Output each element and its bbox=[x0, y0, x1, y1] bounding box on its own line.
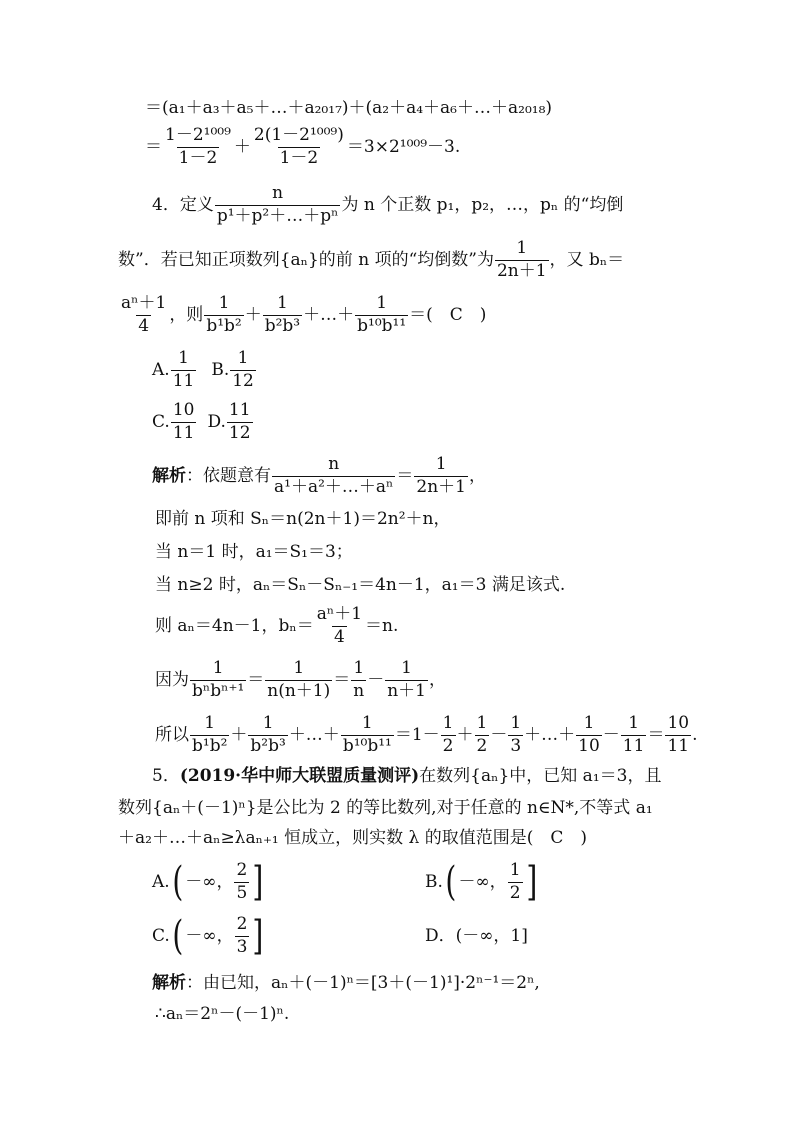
definition-fraction bbox=[215, 185, 341, 226]
option-a-label: A. bbox=[152, 871, 170, 892]
punctuation: ， bbox=[468, 465, 486, 486]
solution-text: 则 aₙ＝4n－1，bₙ＝ bbox=[155, 615, 314, 636]
numerator: 11 bbox=[228, 400, 251, 420]
problem-4-line-3 bbox=[118, 295, 486, 336]
numerator: 1 bbox=[212, 658, 224, 678]
option-d-label: D. bbox=[207, 411, 226, 432]
solution-text: 当 n≥2 时，aₙ＝Sₙ－Sₙ₋₁＝4n－1，a₁＝3 满足该式. bbox=[155, 575, 566, 595]
option-b-label: B. bbox=[425, 871, 443, 892]
option-d-value bbox=[227, 402, 253, 443]
problem-text: ，则 bbox=[169, 304, 204, 325]
fraction bbox=[508, 715, 523, 756]
fraction bbox=[119, 295, 168, 336]
denominator: 2n＋1 bbox=[416, 476, 466, 497]
fraction bbox=[235, 916, 250, 957]
eq-sign: ＝ bbox=[247, 669, 265, 690]
numerator: 1 bbox=[628, 713, 640, 733]
denominator: p¹＋p²＋…＋pⁿ bbox=[216, 205, 339, 226]
fraction bbox=[341, 715, 394, 756]
fraction bbox=[248, 715, 287, 756]
denominator: 4 bbox=[333, 626, 345, 647]
minus-sign: － bbox=[367, 669, 385, 690]
denominator: n(n＋1) bbox=[267, 680, 331, 701]
left-paren: ( bbox=[445, 859, 457, 906]
solution-4-line-4 bbox=[155, 577, 565, 594]
denominator: 2 bbox=[442, 735, 454, 756]
problem-text: 数列{aₙ＋(－1)ⁿ}是公比为 2 的等比数列,对于任意的 n∈N*,不等式 a₁ bbox=[118, 798, 653, 818]
denominator: a¹＋a²＋…＋aⁿ bbox=[274, 476, 394, 497]
problem-5-line-2 bbox=[118, 800, 653, 817]
denominator: 12 bbox=[228, 422, 251, 443]
fraction bbox=[190, 715, 229, 756]
option-d-text: D．(－∞，1] bbox=[425, 926, 528, 946]
plus-sign: ＋ bbox=[233, 136, 251, 157]
problem-number: 4．定义 bbox=[152, 194, 214, 215]
denominator: 11 bbox=[172, 370, 195, 391]
result-text: ＝3×2¹⁰⁰⁹－3. bbox=[346, 136, 461, 157]
option-text: －∞， bbox=[185, 871, 234, 892]
fraction bbox=[475, 715, 490, 756]
numerator: 1 bbox=[178, 348, 189, 368]
denominator: b¹⁰b¹¹ bbox=[357, 315, 407, 336]
solution-text: 即前 n 项和 Sₙ＝n(2n＋1)＝2n²＋n， bbox=[155, 509, 451, 529]
plus-sign: ＋…＋ bbox=[524, 724, 576, 745]
denominator: 5 bbox=[236, 882, 248, 903]
numerator: n bbox=[272, 183, 284, 203]
plus-sign: ＋ bbox=[230, 724, 248, 745]
solution-5-line-2 bbox=[155, 1006, 289, 1023]
numerator: 1 bbox=[509, 860, 521, 880]
definition-text: 为 n 个正数 p₁，p₂，…，pₙ 的“均倒 bbox=[341, 194, 624, 215]
problem-4-line-1 bbox=[152, 185, 623, 226]
fraction bbox=[508, 862, 523, 903]
solution-label: 解析 bbox=[152, 465, 186, 486]
problem-4-line-2 bbox=[118, 240, 624, 281]
denominator: b¹b² bbox=[206, 315, 242, 336]
problem-number: 5． bbox=[152, 766, 180, 786]
numerator: 1 bbox=[510, 713, 522, 733]
denominator: b²b³ bbox=[250, 735, 286, 756]
fraction bbox=[163, 127, 233, 168]
denominator: 2 bbox=[509, 882, 521, 903]
numerator: aⁿ＋1 bbox=[121, 293, 167, 313]
answer-text: ＝( C ) bbox=[409, 304, 487, 325]
denominator: 2 bbox=[476, 735, 488, 756]
problem-5-line-3 bbox=[118, 830, 587, 847]
plus-sign: ＋ bbox=[456, 724, 474, 745]
fraction bbox=[621, 715, 647, 756]
denominator: 1－2 bbox=[279, 147, 319, 168]
solution-text: ：由已知，aₙ＋(－1)ⁿ＝[3＋(－1)¹]·2ⁿ⁻¹＝2ⁿ, bbox=[186, 973, 540, 993]
problem-5-option-c bbox=[152, 913, 266, 960]
numerator: 2 bbox=[236, 860, 248, 880]
numerator: 1 bbox=[237, 348, 249, 368]
fraction bbox=[190, 660, 246, 701]
denominator: 3 bbox=[236, 936, 248, 957]
numerator: 1 bbox=[218, 293, 230, 313]
denominator: 11 bbox=[622, 735, 645, 756]
option-c-label: C. bbox=[152, 411, 170, 432]
solution-label: 解析 bbox=[152, 973, 186, 993]
eq-sign: ＝ bbox=[145, 136, 162, 157]
problem-text: 数”．若已知正项数列{aₙ}的前 n 项的“均倒数”为 bbox=[118, 249, 494, 270]
solution-text: ∴aₙ＝2ⁿ－(－1)ⁿ. bbox=[155, 1004, 290, 1024]
numerator: 1 bbox=[262, 713, 274, 733]
fraction bbox=[576, 715, 602, 756]
problem-text: 在数列{aₙ}中，已知 a₁＝3，且 bbox=[419, 766, 662, 786]
right-bracket: ] bbox=[252, 913, 264, 960]
right-bracket: ] bbox=[525, 859, 537, 906]
eq-sign: ＝ bbox=[647, 724, 665, 745]
option-a-value bbox=[171, 350, 197, 391]
problem-5-line-1 bbox=[152, 768, 661, 785]
solution-5-line-1 bbox=[152, 975, 540, 992]
numerator: n bbox=[328, 454, 340, 474]
numerator: 1 bbox=[401, 658, 412, 678]
derivation-line-2 bbox=[145, 127, 460, 168]
denominator: n＋1 bbox=[387, 680, 426, 701]
solution-4-line-2 bbox=[155, 511, 450, 528]
solution-text: ＝1－ bbox=[394, 724, 440, 745]
left-paren: ( bbox=[172, 859, 183, 906]
fraction bbox=[441, 715, 456, 756]
plus-sign: ＋…＋ bbox=[303, 304, 355, 325]
numerator: 1 bbox=[376, 293, 388, 313]
solution-text: 所以 bbox=[155, 724, 189, 745]
numerator: aⁿ＋1 bbox=[316, 604, 363, 624]
fraction bbox=[272, 456, 395, 497]
denominator: b²b³ bbox=[264, 315, 301, 336]
punctuation: . bbox=[692, 724, 698, 745]
solution-4-line-3 bbox=[155, 544, 353, 561]
solution-text: 因为 bbox=[155, 669, 189, 690]
solution-4-line-5 bbox=[155, 606, 398, 647]
problem-4-options-cd bbox=[152, 402, 254, 443]
numerator: 1 bbox=[277, 293, 288, 313]
solution-text: ＝n. bbox=[365, 615, 399, 636]
plus-sign: ＋…＋ bbox=[288, 724, 340, 745]
solution-text: 当 n＝1 时，a₁＝S₁＝3； bbox=[155, 542, 353, 562]
denominator: 1－2 bbox=[178, 147, 218, 168]
minus-sign: － bbox=[602, 724, 620, 745]
denominator: 11 bbox=[667, 735, 690, 756]
solution-text: ：依题意有 bbox=[186, 465, 271, 486]
fraction bbox=[204, 295, 243, 336]
fraction bbox=[385, 660, 428, 701]
eq-sign: ＝ bbox=[396, 465, 414, 486]
numerator: 1 bbox=[516, 238, 528, 258]
fraction bbox=[252, 127, 346, 168]
option-c-label: C. bbox=[152, 925, 170, 946]
problem-text: ，又 bₙ＝ bbox=[549, 249, 625, 270]
denominator: 11 bbox=[172, 422, 195, 443]
fraction bbox=[355, 295, 408, 336]
right-bracket: ] bbox=[252, 859, 264, 906]
numerator: 1－2¹⁰⁰⁹ bbox=[165, 125, 231, 145]
eq-sign: ＝ bbox=[333, 669, 351, 690]
numerator: 1 bbox=[293, 658, 305, 678]
solution-4-line-7 bbox=[155, 715, 697, 756]
option-text: －∞， bbox=[185, 925, 234, 946]
left-paren: ( bbox=[172, 913, 184, 960]
numerator: 10 bbox=[172, 400, 195, 420]
numerator: 1 bbox=[442, 713, 454, 733]
numerator: 1 bbox=[361, 713, 373, 733]
plus-sign: ＋ bbox=[244, 304, 262, 325]
numerator: 1 bbox=[583, 713, 595, 733]
option-c-value bbox=[171, 402, 197, 443]
derivation-line-1 bbox=[145, 100, 552, 117]
problem-4-options-ab bbox=[152, 350, 257, 391]
fraction bbox=[265, 660, 332, 701]
denominator: b¹⁰b¹¹ bbox=[342, 735, 392, 756]
punctuation: ， bbox=[428, 669, 446, 690]
numerator: 2(1－2¹⁰⁰⁹) bbox=[253, 125, 344, 145]
numerator: 2 bbox=[236, 914, 248, 934]
fraction bbox=[414, 456, 468, 497]
problem-text: ＋a₂＋…＋aₙ≥λaₙ₊₁ 恒成立，则实数 λ 的取值范围是( C ) bbox=[118, 828, 587, 848]
denominator: b¹b² bbox=[192, 735, 228, 756]
option-text: －∞， bbox=[458, 871, 507, 892]
numerator: 10 bbox=[667, 713, 690, 733]
option-b-value bbox=[230, 350, 256, 391]
problem-5-option-d bbox=[425, 928, 528, 945]
numerator: 1 bbox=[476, 713, 488, 733]
problem-source: (2019·华中师大联盟质量测评) bbox=[179, 766, 420, 786]
denominator: 10 bbox=[578, 735, 600, 756]
fraction bbox=[495, 240, 549, 281]
numerator: 1 bbox=[353, 658, 365, 678]
fraction bbox=[234, 862, 249, 903]
option-a-label: A. bbox=[152, 359, 170, 380]
fraction bbox=[351, 660, 366, 701]
problem-5-option-a bbox=[152, 859, 266, 906]
derivation-text: ＝(a₁＋a₃＋a₅＋…＋a₂₀₁₇)＋(a₂＋a₄＋a₆＋…＋a₂₀₁₈) bbox=[145, 98, 553, 118]
solution-4-line-6 bbox=[155, 660, 446, 701]
option-b-label: B. bbox=[211, 359, 230, 380]
denominator: 2n＋1 bbox=[496, 260, 547, 281]
denominator: 3 bbox=[510, 735, 522, 756]
denominator: bⁿbⁿ⁺¹ bbox=[192, 680, 245, 701]
denominator: 4 bbox=[138, 315, 150, 336]
problem-5-option-b bbox=[425, 859, 539, 906]
fraction bbox=[263, 295, 302, 336]
fraction bbox=[315, 606, 364, 647]
numerator: 1 bbox=[435, 454, 447, 474]
solution-4-line-1 bbox=[152, 456, 486, 497]
numerator: 1 bbox=[204, 713, 216, 733]
fraction bbox=[665, 715, 691, 756]
denominator: 12 bbox=[232, 370, 254, 391]
denominator: n bbox=[353, 680, 365, 701]
minus-sign: － bbox=[490, 724, 508, 745]
